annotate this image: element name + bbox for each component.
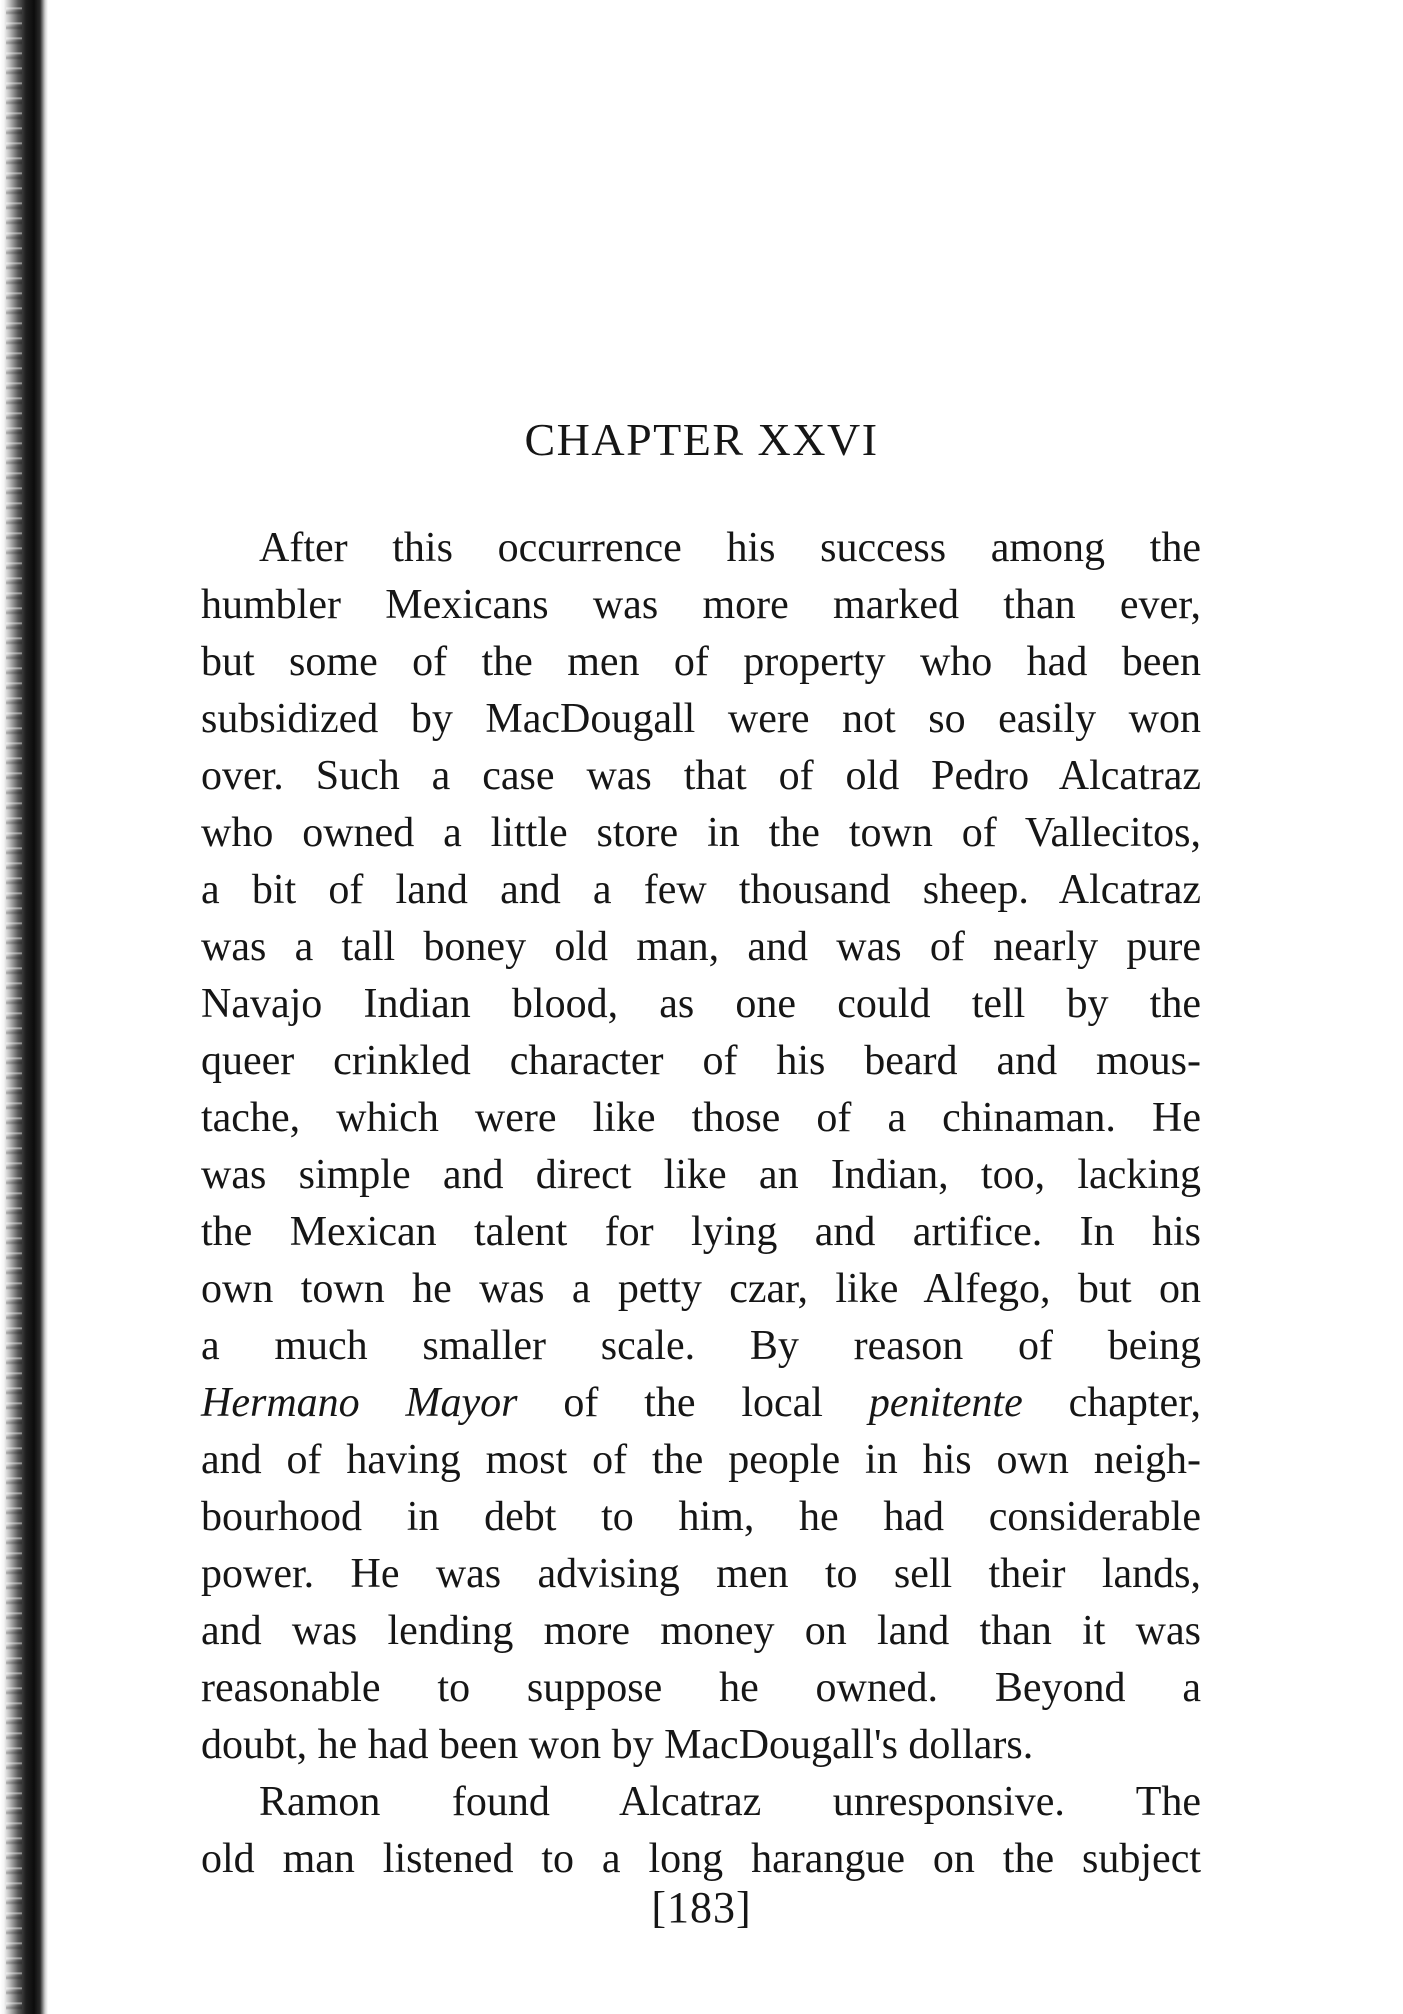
text-line: the Mexican talent for lying and artifice. In his	[201, 1209, 1201, 1255]
text-line: old man listened to a long harangue on the subject	[201, 1836, 1201, 1882]
text-line: was a tall boney old man, and was of nearly pure	[201, 924, 1201, 970]
italic-phrase: Hermano Mayor	[201, 1380, 518, 1426]
text-line: but some of the men of property who had been	[201, 639, 1201, 685]
text-line: reasonable to suppose he owned. Beyond a	[201, 1665, 1201, 1711]
text-line: a bit of land and a few thousand sheep. Alcatraz	[201, 867, 1201, 913]
text-line: doubt, he had been won by MacDougall's dollars.	[201, 1722, 1034, 1768]
text-line: subsidized by MacDougall were not so easily won	[201, 696, 1201, 742]
chapter-heading: CHAPTER XXVI	[524, 414, 879, 465]
text-line: After this occurrence his success among the	[259, 525, 1201, 571]
text-line	[201, 1375, 1201, 1432]
text-line: a much smaller scale. By reason of being	[201, 1323, 1201, 1369]
text-line: power. He was advising men to sell their lands,	[201, 1551, 1201, 1597]
text-line: humbler Mexicans was more marked than ever,	[201, 582, 1201, 628]
text-line: over. Such a case was that of old Pedro Alcatraz	[201, 753, 1201, 799]
text-line: Ramon found Alcatraz unresponsive. The	[259, 1779, 1201, 1825]
body-text	[201, 520, 1201, 1888]
text-line: own town he was a petty czar, like Alfego, but on	[201, 1266, 1201, 1312]
text-line: and of having most of the people in his own neigh-	[201, 1437, 1201, 1483]
text-line: tache, which were like those of a chinaman. He	[201, 1095, 1201, 1141]
binding-texture	[6, 0, 22, 2014]
page-number: [183]	[651, 1883, 752, 1932]
text-segment: of the local	[517, 1380, 869, 1426]
text-line: and was lending more money on land than it was	[201, 1608, 1201, 1654]
text-line: who owned a little store in the town of Vallecitos,	[201, 810, 1201, 856]
italic-phrase: penitente	[868, 1380, 1023, 1426]
text-line: Navajo Indian blood, as one could tell by the	[201, 981, 1201, 1027]
text-segment: chapter,	[1022, 1380, 1201, 1426]
text-line: was simple and direct like an Indian, too, lacking	[201, 1152, 1201, 1198]
text-line: bourhood in debt to him, he had considerable	[201, 1494, 1201, 1540]
text-line: queer crinkled character of his beard and mous-	[201, 1038, 1201, 1084]
